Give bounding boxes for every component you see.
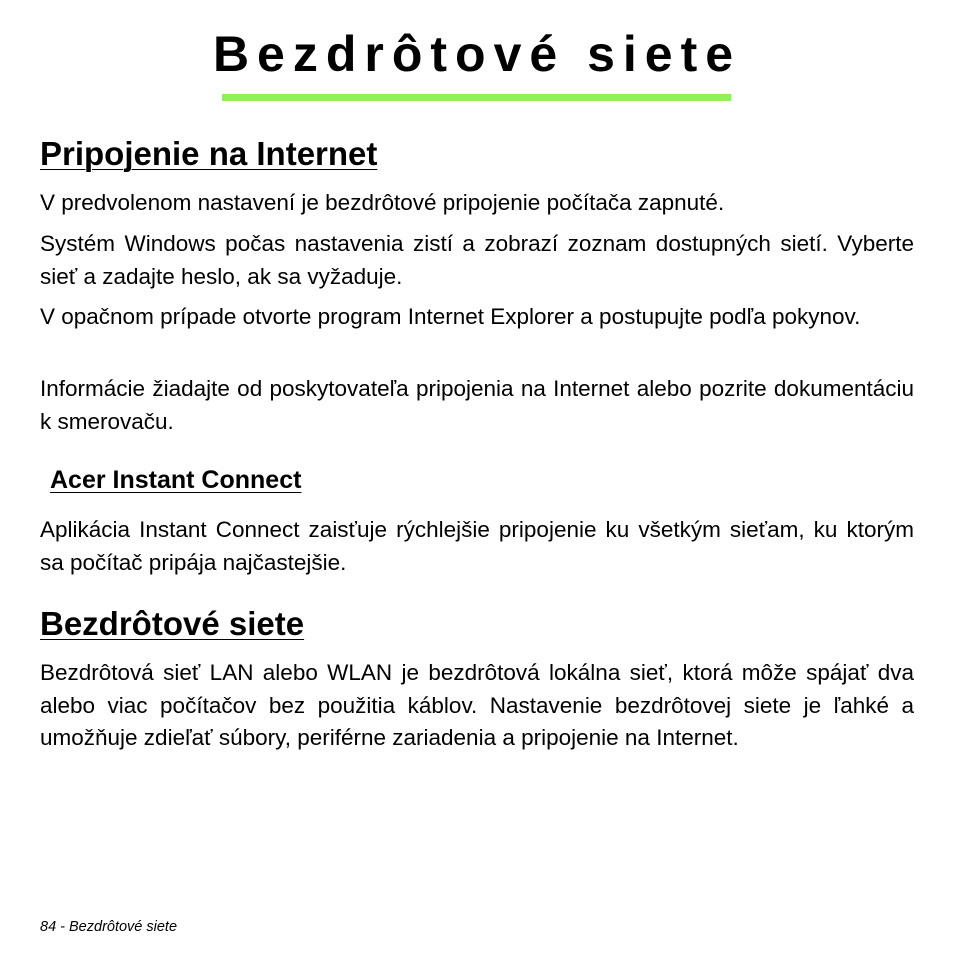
- paragraph-wlan: Bezdrôtová sieť LAN alebo WLAN je bezdrôtová lokálna sieť, ktorá môže spájať dva alebo viac počítačov bez použitia káblov. Nastavenie bezdrôtovej siete je ľahké a umožňuje zdieľať súbory, periférne zariadenia a pripojenie na Internet.: [40, 660, 914, 750]
- subsection-heading-instant-connect: Acer Instant Connect: [50, 466, 302, 494]
- paragraph-provider-info: Informácie žiadajte od poskytovateľa pripojenia na Internet alebo pozrite dokumentáciu k smerovaču.: [40, 376, 914, 434]
- page-title: Bezdrôtové siete: [212, 26, 742, 82]
- section-heading-wireless: Bezdrôtové siete: [40, 605, 305, 642]
- paragraph-windows-detect: Systém Windows počas nastavenia zistí a zobrazí zoznam dostupných sietí. Vyberte sieť a zadajte heslo, ak sa vyžaduje.: [40, 231, 914, 289]
- paragraph-instant-connect: Aplikácia Instant Connect zaisťuje rýchlejšie pripojenie ku všetkým sieťam, ku ktorým sa počítač pripája najčastejšie.: [40, 517, 914, 575]
- paragraph-default-setting: V predvolenom nastavení je bezdrôtové pripojenie počítača zapnuté.: [40, 190, 725, 215]
- section-heading-internet: Pripojenie na Internet: [40, 135, 378, 172]
- title-underline-bar: [222, 94, 731, 101]
- page-footer: 84 - Bezdrôtové siete: [40, 919, 178, 935]
- paragraph-internet-explorer: V opačnom prípade otvorte program Internet Explorer a postupujte podľa pokynov.: [40, 304, 861, 329]
